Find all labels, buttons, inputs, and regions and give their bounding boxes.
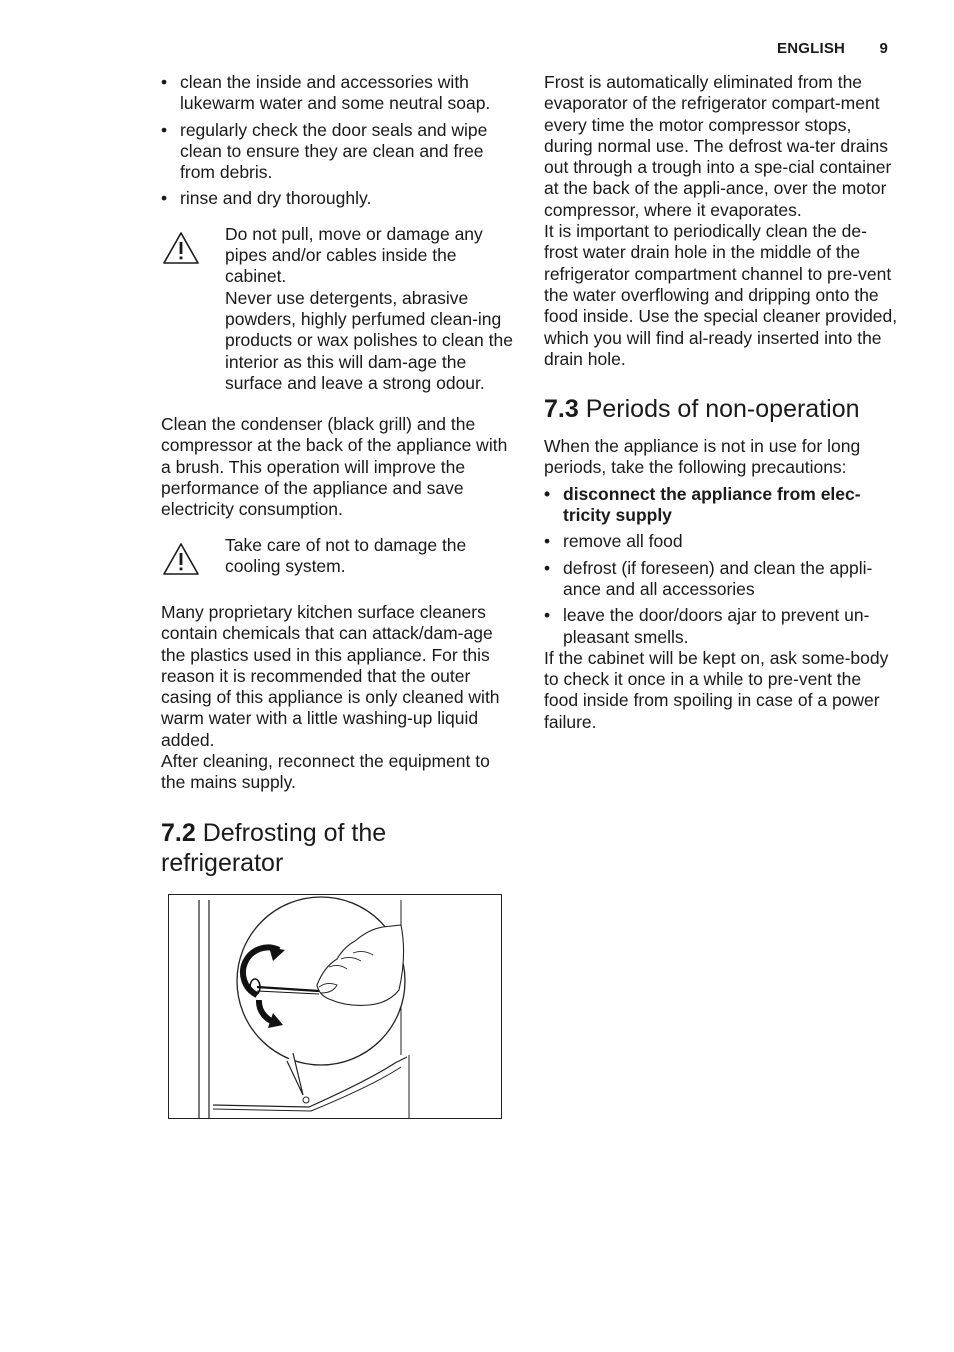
warning-triangle-icon (161, 224, 225, 394)
section-title: Periods of non-operation (585, 395, 860, 424)
warning-text: Do not pull, move or damage any pipes and/or cables inside the cabinet. (225, 223, 483, 287)
list-item: • clean the inside and accessories with lukewarm water and some neutral soap. (161, 72, 513, 115)
list-item: • disconnect the appliance from elec-tricity supply (544, 484, 899, 527)
section-heading (161, 818, 513, 878)
list-item: • regularly check the door seals and wipe clean to ensure they are clean and free from debris. (161, 120, 513, 184)
page-number: 9 (879, 40, 888, 57)
section-number: 7.3 (544, 395, 579, 424)
list-item: • remove all food (544, 531, 899, 552)
cleaning-bullet-list (161, 72, 513, 210)
warning-triangle-icon (161, 535, 225, 582)
section-title: Defrosting of the refrigerator (161, 818, 387, 877)
frost-paragraph: Frost is automatically eliminated from the evaporator of the refrigerator compart-ment every time the motor compressor stops, during normal use. The defrost wa-ter drains out through a trough into a spe-cial container at the back of the appli-ance, over the motor compressor, where it evaporates. (544, 72, 892, 220)
defrost-drain-illustration (168, 894, 502, 1119)
section-number: 7.2 (161, 818, 196, 847)
list-item: • leave the door/doors ajar to prevent un-pleasant smells. (544, 605, 899, 648)
list-item: • rinse and dry thoroughly. (161, 188, 513, 209)
page-header (777, 38, 888, 59)
kept-on-paragraph: If the cabinet will be kept on, ask some-body to check it once in a while to pre-vent the food inside from spoiling in case of a power failure. (544, 647, 889, 732)
list-item: • defrost (if foreseen) and clean the appli-ance and all accessories (544, 558, 899, 601)
drain-paragraph: It is important to periodically clean the de-frost water drain hole in the middle of the refrigerator compartment channel to pre-vent the water overflowing and dripping onto the food inside. Use the special cleaner provided, which you will find al-ready inserted into the drain hole. (544, 221, 898, 369)
precautions-list (544, 484, 899, 648)
warning-block (161, 224, 513, 394)
cleaners-paragraph: Many proprietary kitchen surface cleaners contain chemicals that can attack/dam-age the plastics used in this appliance. For this reason it is recommended that the outer casing of this appliance is only cleaned with warm water with a little washing-up liquid added. (161, 601, 500, 750)
left-column (161, 72, 513, 878)
section-heading (544, 394, 899, 424)
precautions-intro: When the appliance is not in use for long periods, take the following precautions: (544, 436, 861, 478)
condenser-paragraph: Clean the condenser (black grill) and the compressor at the back of the appliance with a brush. This operation will improve the performance of the appliance and save electricity consumption. (161, 414, 508, 520)
warning-text: Take care of not to damage the cooling system. (225, 534, 467, 576)
language-label: ENGLISH (777, 40, 846, 57)
warning-block (161, 535, 513, 582)
reconnect-paragraph: After cleaning, reconnect the equipment to the mains supply. (161, 751, 490, 793)
right-column (544, 72, 899, 733)
warning-text: Never use detergents, abrasive powders, highly perfumed clean-ing products or wax polishes to clean the interior as this will dam-age the surface and leave a strong odour. (225, 287, 513, 393)
